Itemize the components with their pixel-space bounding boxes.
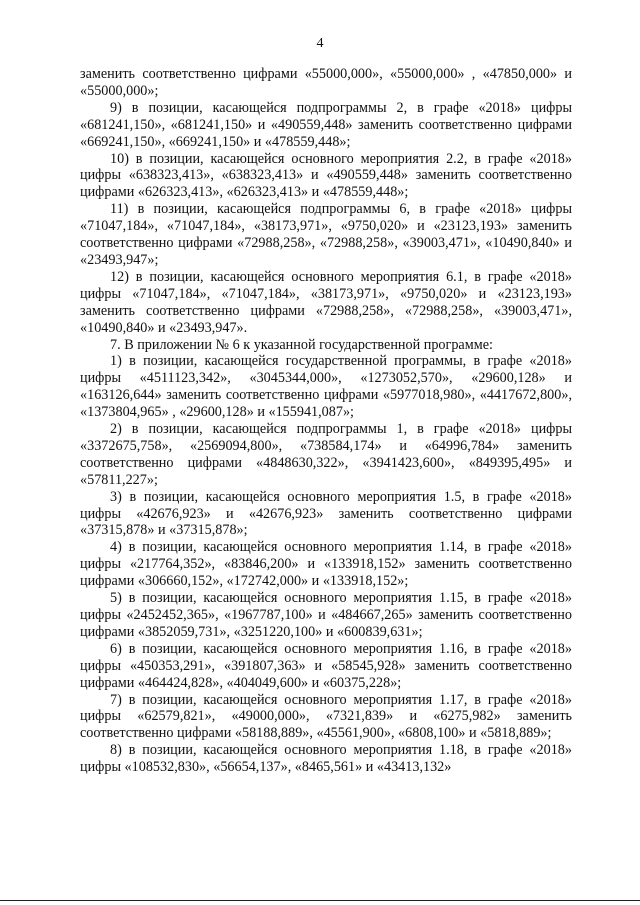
page-number: 4 xyxy=(316,36,324,51)
paragraph-item-4: 4) в позиции, касающейся основного мероприятия 1.14, в графе «2018» цифры «217764,352», «83846,200» и «133918,152» заменить соответственно цифрами «306660,152», «172742,000» и «133918,152»; xyxy=(80,539,572,590)
document-body xyxy=(80,66,572,776)
paragraph-item-1: 1) в позиции, касающейся государственной программы, в графе «2018» цифры «4511123,342», «3045344,000», «1273052,570», «29600,128» и «163126,644» заменить соответственно цифрами «5977018,980», «4417672,800», «1373804,965» , «29600,128» и «155941,087»; xyxy=(80,353,572,421)
paragraph-item-8: 8) в позиции, касающейся основного мероприятия 1.18, в графе «2018» цифры «108532,830», «56654,137», «8465,561» и «43413,132» xyxy=(80,742,572,776)
paragraph-item-12: 12) в позиции, касающейся основного мероприятия 6.1, в графе «2018» цифры «71047,184», «71047,184», «38173,971», «9750,020» и «23123,193» заменить соответственно цифрами «72988,258», «72988,258», «39003,471», «10490,840» и «23493,947». xyxy=(80,268,572,336)
page-bottom-edge xyxy=(0,900,640,901)
paragraph-item-11: 11) в позиции, касающейся подпрограммы 6, в графе «2018» цифры «71047,184», «71047,184», «38173,971», «9750,020» и «23123,193» заменить соответственно цифрами «72988,258», «72988,258», «39003,471», «10490,840» и «23493,947»; xyxy=(80,201,572,268)
paragraph-item-7: 7) в позиции, касающейся основного мероприятия 1.17, в графе «2018» цифры «62579,821», «49000,000», «7321,839» и «6275,982» заменить соответственно цифрами «58188,889», «45561,900», «6808,100» и «5818,889»; xyxy=(80,691,572,742)
paragraph-item-10: 10) в позиции, касающейся основного мероприятия 2.2, в графе «2018» цифры «638323,413», «638323,413» и «490559,448» заменить соответственно цифрами «626323,413», «626323,413» и «478559,448»; xyxy=(80,150,572,201)
paragraph-item-3: 3) в позиции, касающейся основного мероприятия 1.5, в графе «2018» цифры «42676,923» и «42676,923» заменить соответственно цифрами «37315,878» и «37315,878»; xyxy=(80,488,572,539)
paragraph-item-5: 5) в позиции, касающейся основного мероприятия 1.15, в графе «2018» цифры «2452452,365», «1967787,100» и «484667,265» заменить соответственно цифрами «3852059,731», «3251220,100» и «600839,631»; xyxy=(80,590,572,640)
paragraph-item-6: 6) в позиции, касающейся основного мероприятия 1.16, в графе «2018» цифры «450353,291», «391807,363» и «58545,928» заменить соответственно цифрами «464424,828», «404049,600» и «60375,228»; xyxy=(80,640,572,691)
paragraph-item-2: 2) в позиции, касающейся подпрограммы 1, в графе «2018» цифры «3372675,758», «2569094,800», «738584,174» и «64996,784» заменить соответственно цифрами «4848630,322», «3941423,600», «849395,495» и «57811,227»; xyxy=(80,421,572,488)
paragraph-item-9: 9) в позиции, касающейся подпрограммы 2, в графе «2018» цифры «681241,150», «681241,150» и «490559,448» заменить соответственно цифрами «669241,150», «669241,150» и «478559,448»; xyxy=(80,99,572,150)
section-heading-7: 7. В приложении № 6 к указанной государственной программе: xyxy=(110,336,493,353)
paragraph-continuation: заменить соответственно цифрами «55000,000», «55000,000» , «47850,000» и «55000,000»; xyxy=(80,66,572,99)
